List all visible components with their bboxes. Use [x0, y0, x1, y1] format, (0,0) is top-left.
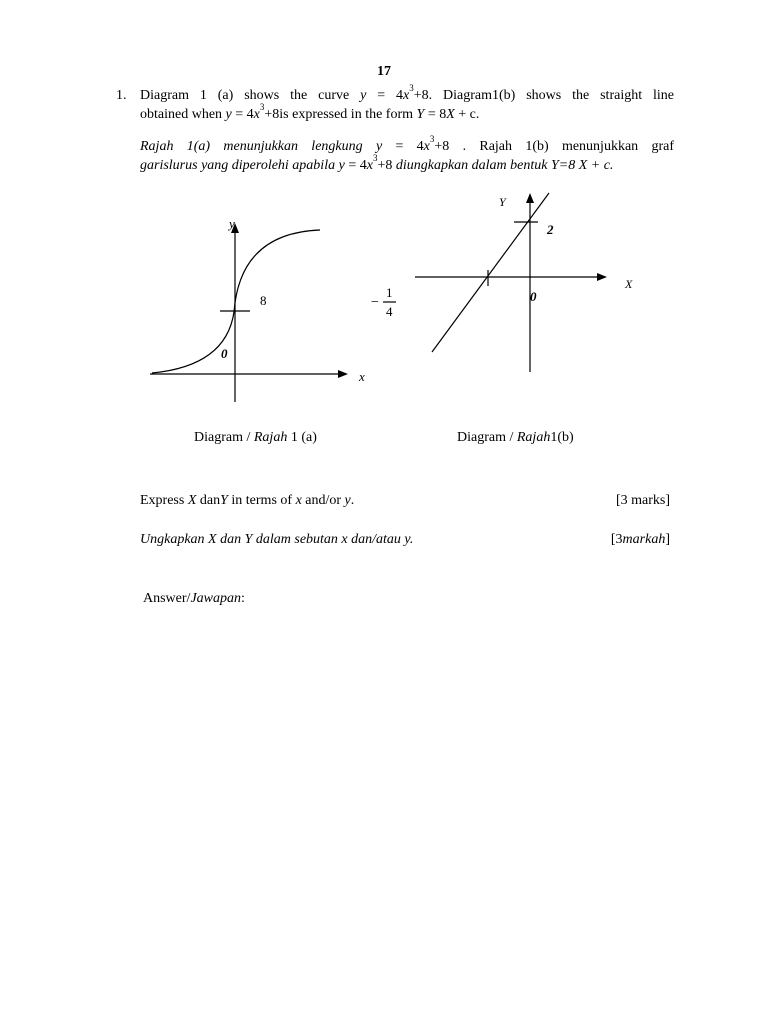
diagram-1a-intercept-label: 8	[260, 293, 267, 308]
diagram-1b-caption: Diagram / Rajah1(b)	[457, 430, 574, 445]
diagram-1b-y-arrow	[526, 193, 534, 203]
diagram-1a-origin-label: 0	[221, 346, 228, 361]
marks-en: [3 marks]	[615, 493, 670, 508]
diagram-1b-x-intercept-sign: −	[371, 295, 379, 310]
instruction-en: Express X danY in terms of x and/or y.	[140, 493, 355, 508]
instruction-ms: Ungkapkan X dan Y dalam sebutan x dan/atau y.	[140, 532, 414, 547]
question-number: 1.	[116, 88, 127, 103]
diagram-1b-y-label: Y	[499, 195, 506, 209]
diagram-1b-y-intercept-label: 2	[547, 222, 554, 237]
answer-label: Answer/Jawapan:	[143, 591, 245, 606]
diagram-1a-x-label: x	[359, 369, 365, 384]
diagram-1b-x-arrow	[597, 273, 607, 281]
diagram-1b-x-intercept-denominator: 4	[386, 304, 393, 319]
diagram-1b-x-intercept-numerator: 1	[386, 285, 393, 300]
page-number: 17	[377, 64, 391, 79]
question-text-en-line1: Diagram 1 (a) shows the curve $y = 4x^3+8$. Diagram1(b) shows the straight line	[140, 83, 674, 103]
diagram-1b-origin-label: 0	[530, 289, 537, 304]
marks-ms: [3markah]	[610, 532, 670, 547]
diagram-1a-y-label: y	[229, 216, 235, 231]
diagram-1a-caption: Diagram / Rajah 1 (a)	[194, 430, 317, 445]
question-text-ms-line2: garislurus yang diperolehi apabila $y = 4x^3+8$ diungkapkan dalam bentuk Y=8 X + c.	[140, 153, 614, 173]
question-text-en-line2: obtained when $y = 4x^3+8is$ expressed in the form Y = 8X + c.	[140, 102, 480, 122]
diagram-1b-straight-line	[432, 193, 549, 352]
question-text-ms-line1: Rajah 1(a) menunjukkan lengkung $y = 4x^3+8$ . Rajah 1(b) menunjukkan graf	[140, 134, 674, 154]
diagram-1b-x-label: X	[625, 277, 633, 291]
